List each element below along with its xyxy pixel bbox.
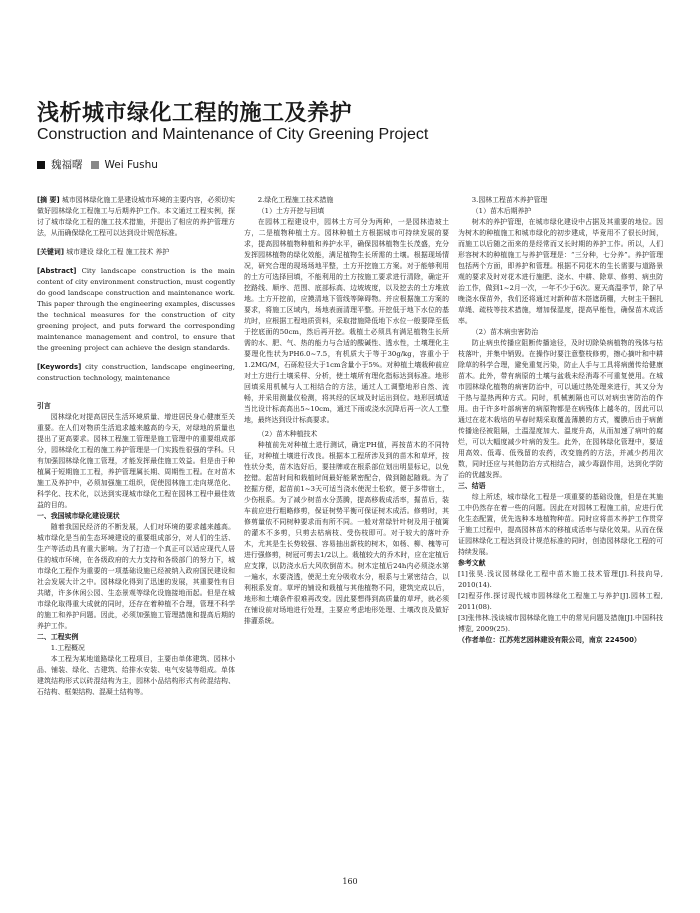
- sec3-1-text: 树木的养护管理，在城市绿化建设中占据及其重要的地位。因为树木的种植施工和城市绿化的初步建成，毕竟用不了很长时间，而施工以后随之而来的是经常而又长时期的养护工作。所以，人们形容树木的种植施工与养护管理是：“三分种，七分养”。养护管理包括两个方面，即养护和管理。根据不同花木的生长需要与道路景观的要求及时对花木进行施肥、浇水、中耕、除草、修剪、病虫防治工作，做到1~2月一次，一年不少于6次。夏天高温季节，除了早晚浇水保苗外，我们还将通过对新种苗木搭遮荫棚，大树主干捆扎草绳、疏枝等技术措施，增加保湿度，提高早能性，确保苗木成活率。: [458, 218, 663, 325]
- column-1: [37, 195, 235, 698]
- sec3-1-heading: （1）苗木后期养护: [471, 207, 532, 215]
- author-unit: （作者单位：江苏苑艺园林建设有限公司，南京 224500）: [458, 636, 641, 644]
- intro-heading: 引言: [37, 402, 51, 410]
- title-en: Construction and Maintenance of City Greening Project: [37, 126, 429, 143]
- keywords-en: [Keywords] city construction, landscape engineering, construction technology, maintenance: [37, 363, 235, 382]
- sec2-heading: 二、工程实例: [37, 633, 79, 641]
- sec1-text: 随着我国民经济的不断发展，人们对环境的要求越来越高。城市绿化是当前生态环境建设的重要组成部分，对人们的生活、生产等活动具有重大影响。为了打造一个真正可以适应现代人居住的城市环境，在各级政府的大力支持和各级部门的努力下，城市绿化工程作为重要的一项基础设施已经被纳入政府国民建设和社会发展大计之中。园林绿化得到了迅速的发展，其重要性有目共睹，许多休闲公园、生态景观等绿化设施接地而起。但是在城市绿化取得重大成就的同时，还存在着种植不合理，管理不科学的施工和养护问题。因此，必须加强施工管理措施和提高后期的养护工作。: [37, 523, 235, 630]
- abstract-en: [Abstract] City landscape construction is the main content of city environment construction, must cogently do good landscape construction and maintenance work. This paper through the engineering examples, discusses the technical measures for the construction of city greening project, and puts forward the corresponding maintenance management and control, to ensure that the greening project can achieve the design standards.: [37, 267, 235, 352]
- reference-item: [3]张伟林.浅谈城市园林绿化施工中的常见问题及措施[J].中国科技博览, 2009(25).: [458, 614, 663, 633]
- sec2-2-2-text: 种植前先对种植土进行测试，确定PH值，再按苗木的不同特征，对种植土壤进行改良。根据本工程所涉及到的苗木和草坪，按性状分类，苗木选好后，要挂牌或在根系部位划出明显标记，以免挖错。起苗时间和栽植时间最好能紧密配合，做到随起随栽。为了挖掘方便，起苗前1~3天可适当浇水使泥土松软，便于多带宿土，少伤根系。为了减少树苗水分蒸腾，提高移栽成活率，掘苗后，装车前应进行粗略修剪，保证树势平衡可保证树木成活。修剪时，其修剪量依不同树种要求而有所不同。一般对常绿针叶树及用于植篱的灌木不多剪，只剪去枯病枝、受伤枝即可。对于较大的落叶乔木，尤其是生长势较强、容易抽出新枝的树木，如杨、柳、槐等可进行强修剪，树冠可剪去1/2以上。栽植较大的乔木时，应在定植后应支撑，以防浇水后大风吹倒苗木。树木定植后24h内必须浇水第一遍水，水要浇透，使泥土充分吸收水分，根系与土紧密结合，以利根系发育。草坪的铺设和栽植与其他植物不同，建筑完成以后，地形和土壤条件很难再改变。因此要想得到高质量的草坪，就必须在铺设前对场地进行处理，主要应考虑地形处理、土壤改良及做好排灌系统。: [244, 441, 449, 625]
- sec2-1-text: 本工程为某地道路绿化工程项目，主要由单体建筑、园林小品、铺装、绿化、古建筑、给排水安装、电气安装等组成。单体建筑结构形式以砖混结构为主，园林小品结构形式有砖混结构、石结构、框架结构、混凝土结构等。: [37, 655, 235, 696]
- sec4-heading: 三、结语: [458, 482, 486, 490]
- sec2-2-1-text: 在园林工程建设中，园林土方可分为两种，一是园林造坡土方，二是植物种植土方。园林种植土方根据城市可持续发展的要求，提高园林植物种植和养护水平，确保园林植物生长茂盛，充分发挥园林植物的绿化效能，满足植物生长所需的土壤。根据现场情况，研究合理的现场场地平整，土方开挖施工方案。对于能够利用的土方可选择回填，不能利用的土方按施工要求进行清除，确定开挖路线、顺序、范围、底部标高、边坡坡度，以及挖去的土方堆放地。土方开挖前，应摸清地下管线等障碍物。并应根据施工方案的要求，将施工区域内，场地表面清理平整。开挖低于地下水位的基坑时，应根据工程地质资料，采取措施降低地下水位一般要降至低于挖底面的50cm，然后再开挖。栽植土必须具有满足植物生长所需的水、肥、气、热的能力与合适的酸碱性、透水性，土壤理化主要理化性状为PH6.0~7.5，有机质大于等于30g/kg，容重小于1.2MG/M，石砾粒径大于1cm含量小于5%。对种植土壤栽种前应对土方进行土壤采样、分析，使土壤所有理化指标达到标准。地形回填采用机械与人工相结合的方法，通过人工调整地形自然、流畅，并采用测量仪检测，将其经的区域及时运出到位。地形回填适当比设计标高高出5~10cm，通过下雨或浇水沉降后再一次人工整地，最终达到设计标高要求。: [244, 218, 449, 424]
- sec3-2-heading: （2）苗木病虫害防治: [471, 328, 539, 336]
- authors: [37, 157, 158, 172]
- abstract-zh: [摘 要] 城市园林绿化施工是建设城市环境的主要内容，必须切实做好园林绿化工程施工与后期养护工作。本文通过工程实例，探讨了城市绿化工程的施工技术措施，并提出了相应的养护管理方法，从而确保绿化工程可以达到设计规范标准。: [37, 196, 235, 237]
- square-bullet-icon: [37, 161, 45, 169]
- intro-text: 园林绿化对提高居民生活环境质量、增进居民身心健康至关重要。在人们对物质生活追求越来越高的今天，对绿地的质量也提出了更高要求。园林工程施工管理是施工管理中的重要组成部分，园林绿化工程的施工养护管理是一门实践性很强的学科。只有加强园林绿化施工管理，才能发挥最佳施工效益。但是由于种植属于短期施工工程，养护管理属长期、周期性工程。在对苗木施工及养护中，必须加强施工组织，促使园林施工走向规范化、科学化、技术化，以达到实现城市绿化工程在园林工程中最佳效益的目的。: [37, 413, 235, 509]
- sec2-2-2-heading: （2）苗木种植技术: [257, 430, 318, 438]
- author-zh: 魏福曙: [51, 159, 83, 171]
- page-number: 160: [342, 877, 358, 886]
- column-3: [458, 195, 663, 646]
- sec1-heading: 一、我国城市绿化建设现状: [37, 512, 120, 520]
- sec3-2-text: 防止病虫传播应阻断传播途径，及时切除染病植物的残体与枯枝落叶，并集中销毁。在操作时要注意整枝修剪，擦心摘叶和中耕除草的科学合理，避免重复污染，防止人手与工具将病菌传给健康苗木。此外，带有病原的土壤与盆栽未经消毒不可重复使用。在城市园林绿化植物的病害防治中，可以通过热处理来进行，其又分为干热与湿热两种方式。同时，机械割隔也可以对病虫害防治的作用。由于许多叶部病害的病原物都是在病残体上越冬的，因此可以通过在花木栽培的早春时期采取覆盖薄膜的方式，覆膜后由于病菌传播途径被阻隔，土温湿度加大、温度升高，从而加速了病叶的腐烂，可以大幅度减少叶病的发生。此外，在园林绿化管理中，要适用高效、低毒、低残留的农药，改变施药的方法，并减少药用次数，同时还应与其他防治方式相结合，减少毒副作用，达到化学防治的优越发挥。: [458, 339, 663, 479]
- author-en: Wei Fushu: [104, 158, 158, 171]
- sec2-2-heading: 2.绿化工程施工技术措施: [257, 196, 334, 204]
- refs-heading: 参考文献: [458, 559, 486, 567]
- sec2-1-heading: 1.工程概况: [50, 644, 85, 652]
- keywords-zh: [关键词] 城市建设 绿化工程 施工技术 养护: [37, 248, 170, 256]
- reference-item: [1]张昊.浅议园林绿化工程中苗木施工技术管理[J].科技向导, 2010(14).: [458, 570, 663, 589]
- column-2: [244, 195, 449, 627]
- sec4-text: 综上所述，城市绿化工程是一项重要的基础设施，但是在其施工中仍然存在着一些的问题。因此在对园林工程施工前，应进行优化生态配置，优先选种本地植物种苗。同时应将苗木养护工作贯穿于施工过程中，提高园林苗木的移植成活率与绿化效果。从而在保证园林绿化工程达到设计规范标准的同时，创造园林绿化工程的可持续发展。: [458, 493, 663, 556]
- title-zh: 浅析城市绿化工程的施工及养护: [37, 101, 353, 126]
- square-bullet-icon: [91, 161, 99, 169]
- reference-item: [2]程芬伟.探讨现代城市园林绿化工程施工与养护[J].园林工程, 2011(08).: [458, 592, 663, 611]
- sec2-2-1-heading: （1）土方开挖与回填: [257, 207, 325, 215]
- sec3-heading: 3.园林工程苗木养护管理: [471, 196, 548, 204]
